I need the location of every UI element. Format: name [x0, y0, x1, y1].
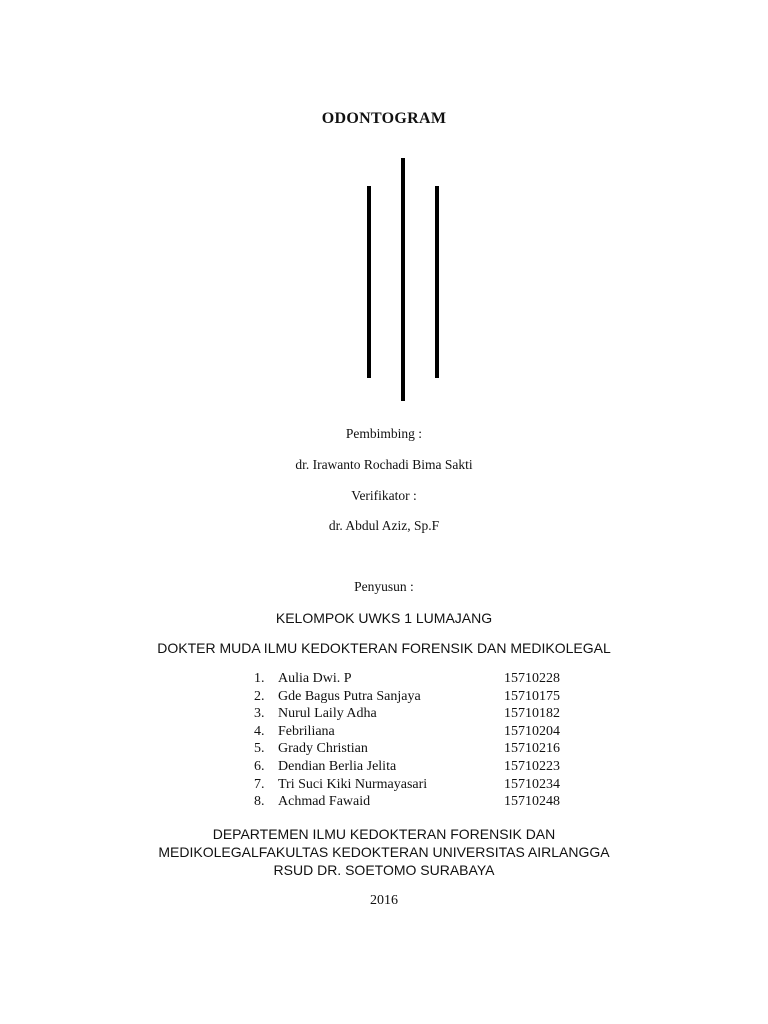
- member-list: [254, 670, 594, 811]
- member-id: 15710248: [504, 794, 560, 810]
- member-name: Grady Christian: [278, 741, 368, 757]
- member-id: 15710223: [504, 758, 560, 774]
- program-name: DOKTER MUDA ILMU KEDOKTERAN FORENSIK DAN MEDIKOLEGAL: [157, 640, 611, 656]
- member-number: 2.: [254, 688, 265, 704]
- verifier-label: Verifikator :: [351, 488, 417, 503]
- member-id: 15710175: [504, 688, 560, 704]
- department-line-2: MEDIKOLEGALFAKULTAS KEDOKTERAN UNIVERSITAS AIRLANGGA: [158, 844, 610, 860]
- list-item: [254, 670, 594, 688]
- list-item: [254, 776, 594, 794]
- list-item: [254, 688, 594, 706]
- member-number: 3.: [254, 706, 265, 722]
- member-id: 15710234: [504, 776, 560, 792]
- member-id: 15710228: [504, 671, 560, 686]
- member-name: Tri Suci Kiki Nurmayasari: [278, 776, 428, 792]
- list-item: [254, 793, 594, 811]
- authors-label: Penyusun :: [354, 579, 414, 594]
- supervisor-label: Pembimbing :: [345, 426, 423, 441]
- document-year: 2016: [370, 893, 398, 908]
- verifier-name: dr. Abdul Aziz, Sp.F: [328, 518, 440, 533]
- member-id: 15710216: [504, 741, 560, 757]
- member-number: 7.: [254, 776, 265, 792]
- list-item: [254, 705, 594, 723]
- member-name: Achmad Fawaid: [278, 794, 371, 810]
- member-name: Gde Bagus Putra Sanjaya: [278, 688, 421, 704]
- member-name: Febriliana: [278, 723, 335, 739]
- member-number: 8.: [254, 794, 265, 810]
- member-number: 5.: [254, 741, 265, 757]
- list-item: [254, 723, 594, 741]
- document-title: ODONTOGRAM: [321, 110, 447, 127]
- list-item: [254, 758, 594, 776]
- supervisor-name: dr. Irawanto Rochadi Bima Sakti: [295, 457, 473, 472]
- group-name: KELOMPOK UWKS 1 LUMAJANG: [275, 610, 493, 626]
- member-id: 15710182: [504, 706, 560, 722]
- member-name: Aulia Dwi. P: [278, 671, 352, 686]
- logo-bar-left: [367, 186, 371, 378]
- member-name: Dendian Berlia Jelita: [278, 758, 397, 774]
- member-number: 1.: [254, 671, 265, 686]
- department-line-1: DEPARTEMEN ILMU KEDOKTERAN FORENSIK DAN: [212, 826, 556, 842]
- member-number: 6.: [254, 758, 265, 774]
- logo-bar-middle: [401, 158, 405, 401]
- department-block: [0, 825, 768, 879]
- department-line-3: RSUD DR. SOETOMO SURABAYA: [273, 862, 495, 878]
- member-number: 4.: [254, 723, 265, 739]
- member-name: Nurul Laily Adha: [278, 706, 377, 722]
- member-id: 15710204: [504, 723, 560, 739]
- logo-bar-right: [435, 186, 439, 378]
- list-item: [254, 740, 594, 758]
